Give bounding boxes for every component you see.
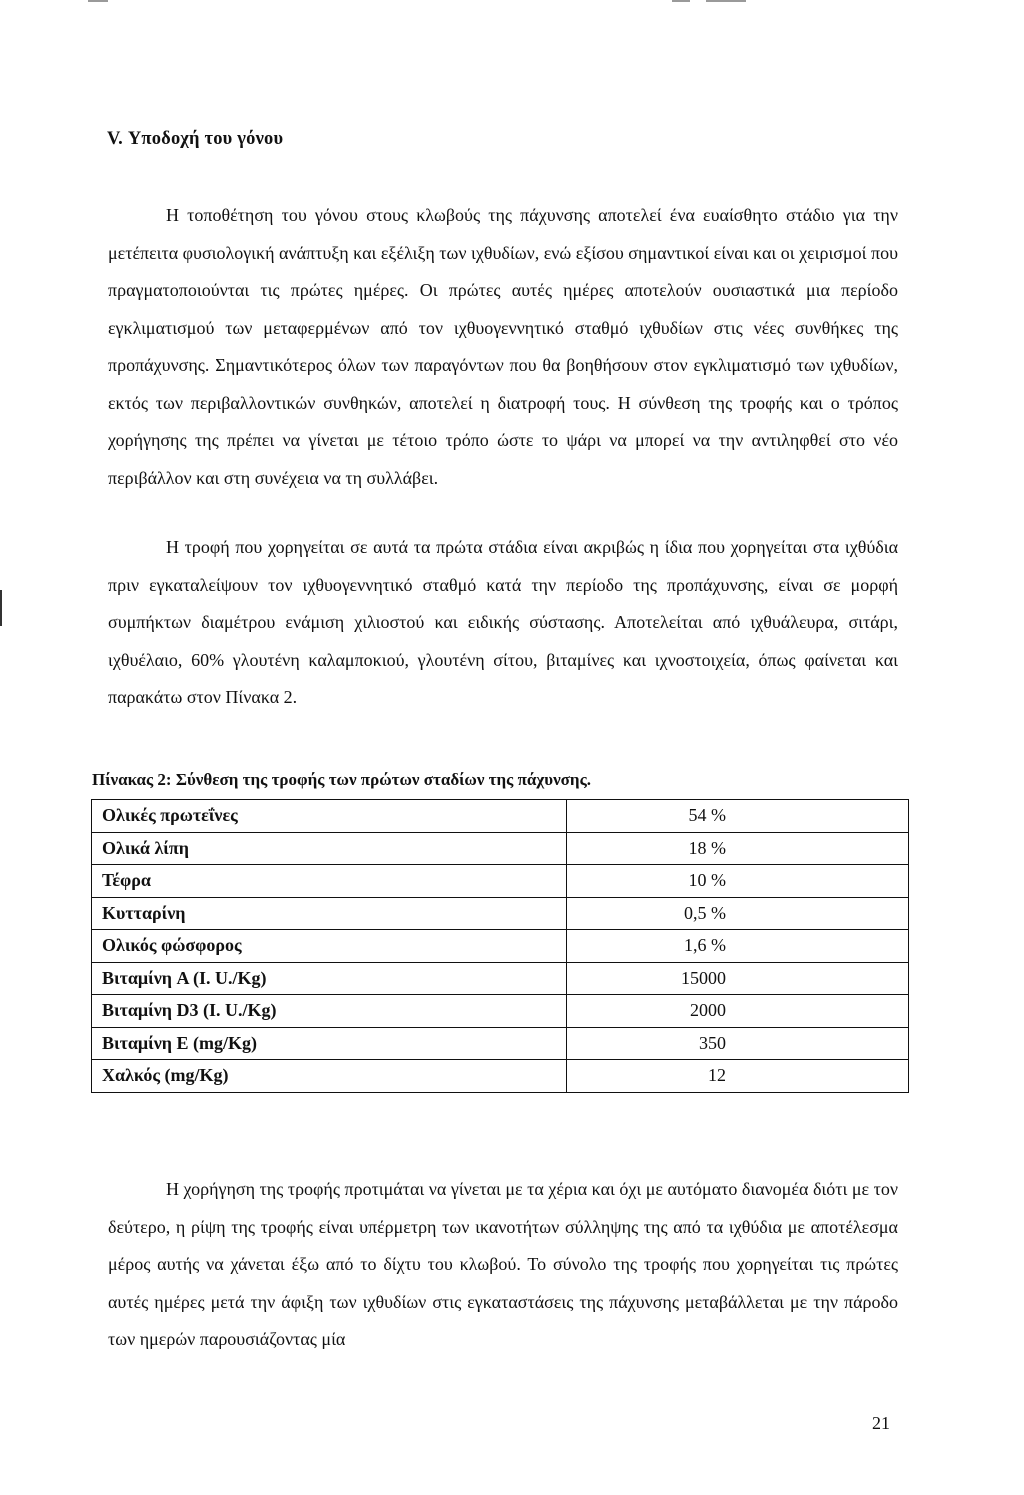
paragraph-intro-text: Η τοποθέτηση του γόνου στους κλωβούς της πάχυνσης αποτελεί ένα ευαίσθητο στάδιο για την μετέπειτα φυσιολογική ανάπτυξη και εξέλιξη των ιχθυδίων, ενώ εξίσου σημαντικοί είναι και οι χειρισμοί που πραγματοποιούνται τις πρώτες ημέρες. Οι πρώτες αυτές ημέρες αποτελούν ουσιαστικά μια περίοδο εγκλιματισμού των μεταφερμένων από τον ιχθυογεννητικό σταθμό ιχθυδίων στις νέες συνθήκες της προπάχυνσης. Σημαντικότερος όλων των παραγόντων που θα βοηθήσουν στον εγκλιματισμό των ιχθυδίων, εκτός των περιβαλλοντικών συνθηκών, αποτελεί η διατροφή τους. Η σύνθεση της τροφής και ο τρόπος χορήγησης της πρέπει να γίνεται με τέτοιο τρόπο ώστε το ψάρι να μπορεί να την αντιληφθεί στο νέο περιβάλλον και στη συνέχεια να τη συλλάβει. <box>108 205 898 488</box>
row-label: Χαλκός (mg/Kg) <box>92 1060 567 1093</box>
table-row <box>92 897 909 930</box>
row-value: 12 <box>567 1060 909 1093</box>
paragraph-feed-text: Η τροφή που χορηγείται σε αυτά τα πρώτα στάδια είναι ακριβώς η ίδια που χορηγείται στα ιχθύδια πριν εγκαταλείψουν τον ιχθυογεννητικό σταθμό κατά την περίοδο της προπάχυνσης, είναι σε μορφή συμπήκτων διαμέτρου ενάμιση χιλιοστού και ειδικής σύστασης. Αποτελείται από ιχθυάλευρα, σιτάρι, ιχθυέλαιο, 60% γλουτένη καλαμποκιού, γλουτένη σίτου, βιταμίνες και ιχνοστοιχεία, όπως φαίνεται και παρακάτω στον Πίνακα 2. <box>108 537 898 707</box>
table-row <box>92 1060 909 1093</box>
paragraph-feed <box>108 529 898 717</box>
table-row <box>92 962 909 995</box>
table-caption: Πίνακας 2: Σύνθεση της τροφής των πρώτων σταδίων της πάχυνσης. <box>92 770 591 789</box>
scan-edge-line-right <box>706 0 746 2</box>
table-row <box>92 800 909 833</box>
table-row <box>92 832 909 865</box>
row-value: 10 % <box>567 865 909 898</box>
scan-edge-line-left <box>88 0 108 2</box>
row-label: Ολικά λίπη <box>92 832 567 865</box>
row-label: Τέφρα <box>92 865 567 898</box>
table-row <box>92 930 909 963</box>
section-heading: V. Υποδοχή του γόνου <box>107 129 284 149</box>
row-label: Ολικές πρωτεΐνες <box>92 800 567 833</box>
row-label: Βιταμίνη A (I. U./Kg) <box>92 962 567 995</box>
table-row <box>92 1027 909 1060</box>
row-label: Ολικός φώσφορος <box>92 930 567 963</box>
composition-table <box>91 799 909 1093</box>
row-value: 54 % <box>567 800 909 833</box>
row-value: 1,6 % <box>567 930 909 963</box>
paragraph-feeding-method <box>108 1171 898 1359</box>
row-label: Βιταμίνη D3 (I. U./Kg) <box>92 995 567 1028</box>
page-number: 21 <box>872 1413 890 1433</box>
row-value: 0,5 % <box>567 897 909 930</box>
scan-edge-line-middle <box>672 0 690 2</box>
row-value: 18 % <box>567 832 909 865</box>
margin-mark <box>0 590 2 626</box>
table-row <box>92 865 909 898</box>
row-label: Βιταμίνη E (mg/Kg) <box>92 1027 567 1060</box>
table-row <box>92 995 909 1028</box>
paragraph-intro <box>108 197 898 497</box>
row-value: 15000 <box>567 962 909 995</box>
row-value: 350 <box>567 1027 909 1060</box>
row-value: 2000 <box>567 995 909 1028</box>
paragraph-feeding-method-text: Η χορήγηση της τροφής προτιμάται να γίνεται με τα χέρια και όχι με αυτόματο διανομέα διότι με τον δεύτερο, η ρίψη της τροφής είναι υπέρμετρη των ικανοτήτων σύλληψης της από τα ιχθύδια με αποτέλεσμα μέρος αυτής να χάνεται έξω από το δίχτυ του κλωβού. Το σύνολο της τροφής που χορηγείται τις πρώτες αυτές ημέρες μετά την άφιξη των ιχθυδίων στις εγκαταστάσεις της πάχυνσης μεταβάλλεται με την πάροδο των ημερών παρουσιάζοντας μία <box>108 1179 898 1349</box>
row-label: Κυτταρίνη <box>92 897 567 930</box>
